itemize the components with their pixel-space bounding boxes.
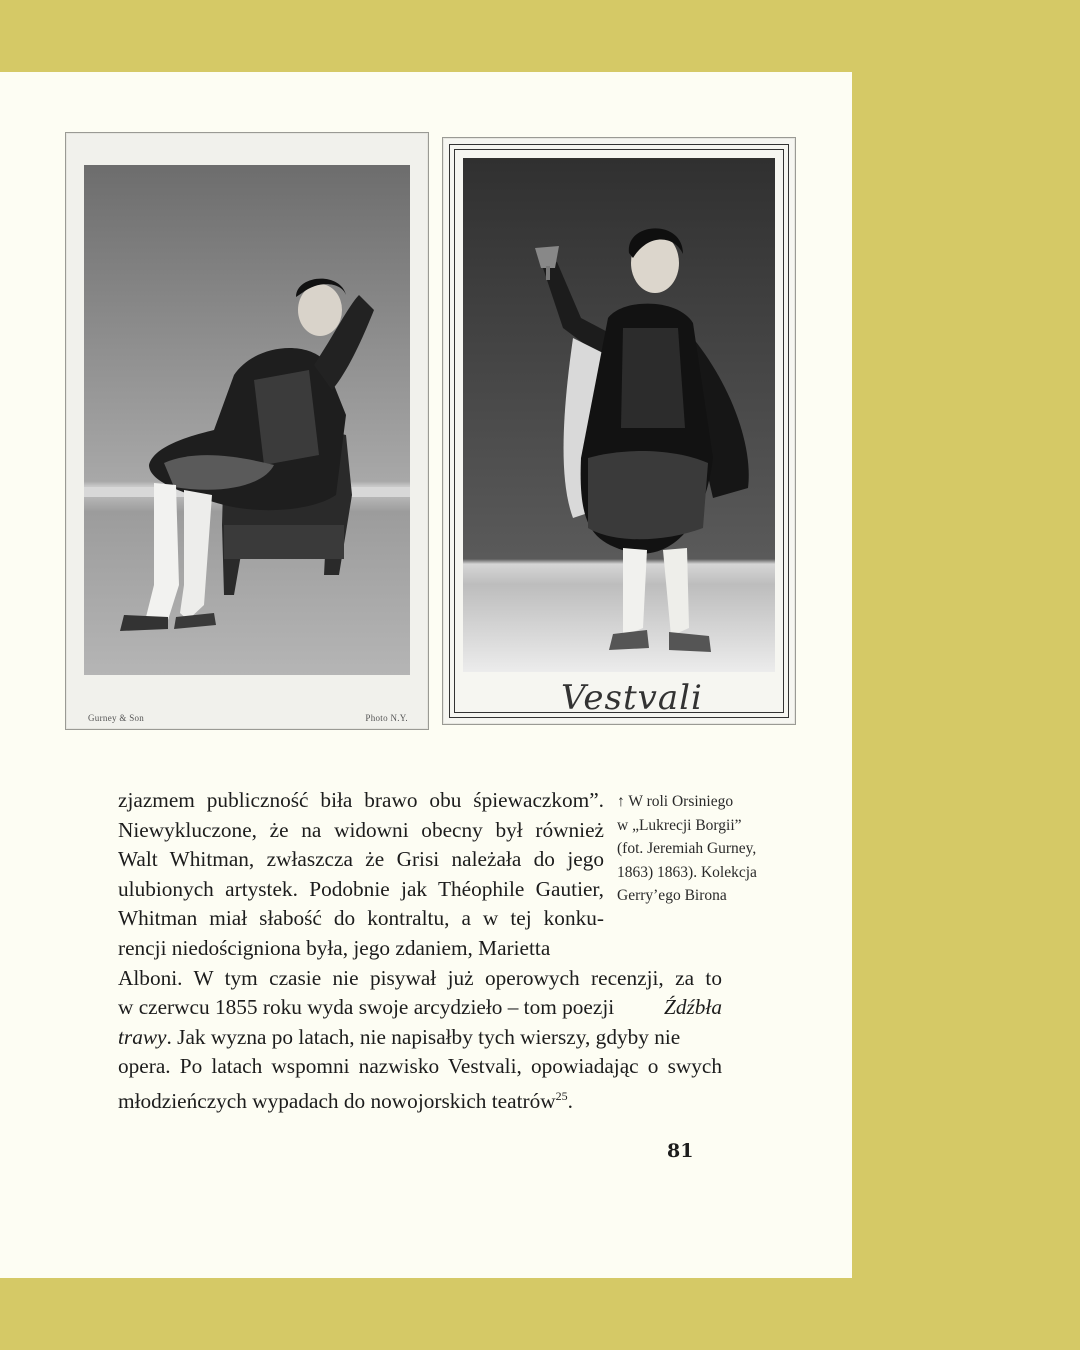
photo-caption: [617, 790, 817, 908]
page-number: 81: [667, 1140, 694, 1162]
body-line-text: młodzieńczych wypadach do nowojorskich teatrów: [118, 1089, 556, 1114]
body-line-text: w czerwcu 1855 roku wyda swoje arcydzieło – tom poezji: [118, 995, 615, 1020]
body-line: Whitman miał słabość do kontraltu, a w tej konku-: [118, 906, 604, 931]
photo-imprint-right: Photo N.Y.: [365, 713, 408, 723]
book-page: [0, 72, 852, 1278]
photo-card-right: [442, 137, 796, 725]
body-line: [118, 1082, 722, 1117]
caption-line: Gerry’ego Birona: [617, 887, 727, 904]
body-line: [118, 993, 722, 1023]
italic-title-start: Źdźbła: [664, 995, 722, 1020]
body-line: [118, 1023, 722, 1053]
photo-imprint-left: Gurney & Son: [88, 713, 145, 723]
body-line: ulubionych artystek. Podobnie jak Théophile Gautier,: [118, 876, 604, 901]
body-line: Niewykluczone, że na widowni obecny był również: [118, 817, 604, 842]
body-line: Alboni. W tym czasie nie pisywał już operowych recenzji, za to: [118, 965, 722, 990]
photo-card-left: [65, 132, 429, 730]
caption-line: ↑ W roli Orsiniego: [617, 793, 734, 810]
body-line: opera. Po latach wspomni nazwisko Vestvali, opowiadając o swych: [118, 1054, 722, 1079]
footnote-ref[interactable]: 25: [555, 1088, 568, 1103]
caption-line: w „Lukrecji Borgii”: [617, 816, 742, 834]
italic-title-end: trawy: [118, 1024, 167, 1049]
body-line-end: .: [567, 1089, 573, 1114]
body-line: zjazmem publiczność biła brawo obu śpiewaczkom”.: [118, 788, 604, 812]
body-line: Walt Whitman, zwłaszcza że Grisi należała do jego: [118, 847, 604, 872]
caption-line: 1863) 1863). Kolekcja: [617, 863, 757, 881]
photo-seated-figure: [84, 165, 410, 675]
body-line: rencji niedościgniona była, jego zdaniem, Marietta: [118, 935, 551, 960]
photo-standing-figure: [463, 158, 775, 672]
body-line-text: . Jak wyzna po latach, nie napisałby tych wierszy, gdyby nie: [166, 1024, 681, 1049]
caption-line: (fot. Jeremiah Gurney,: [617, 840, 757, 857]
photo-signature: Vestvali: [561, 678, 703, 718]
